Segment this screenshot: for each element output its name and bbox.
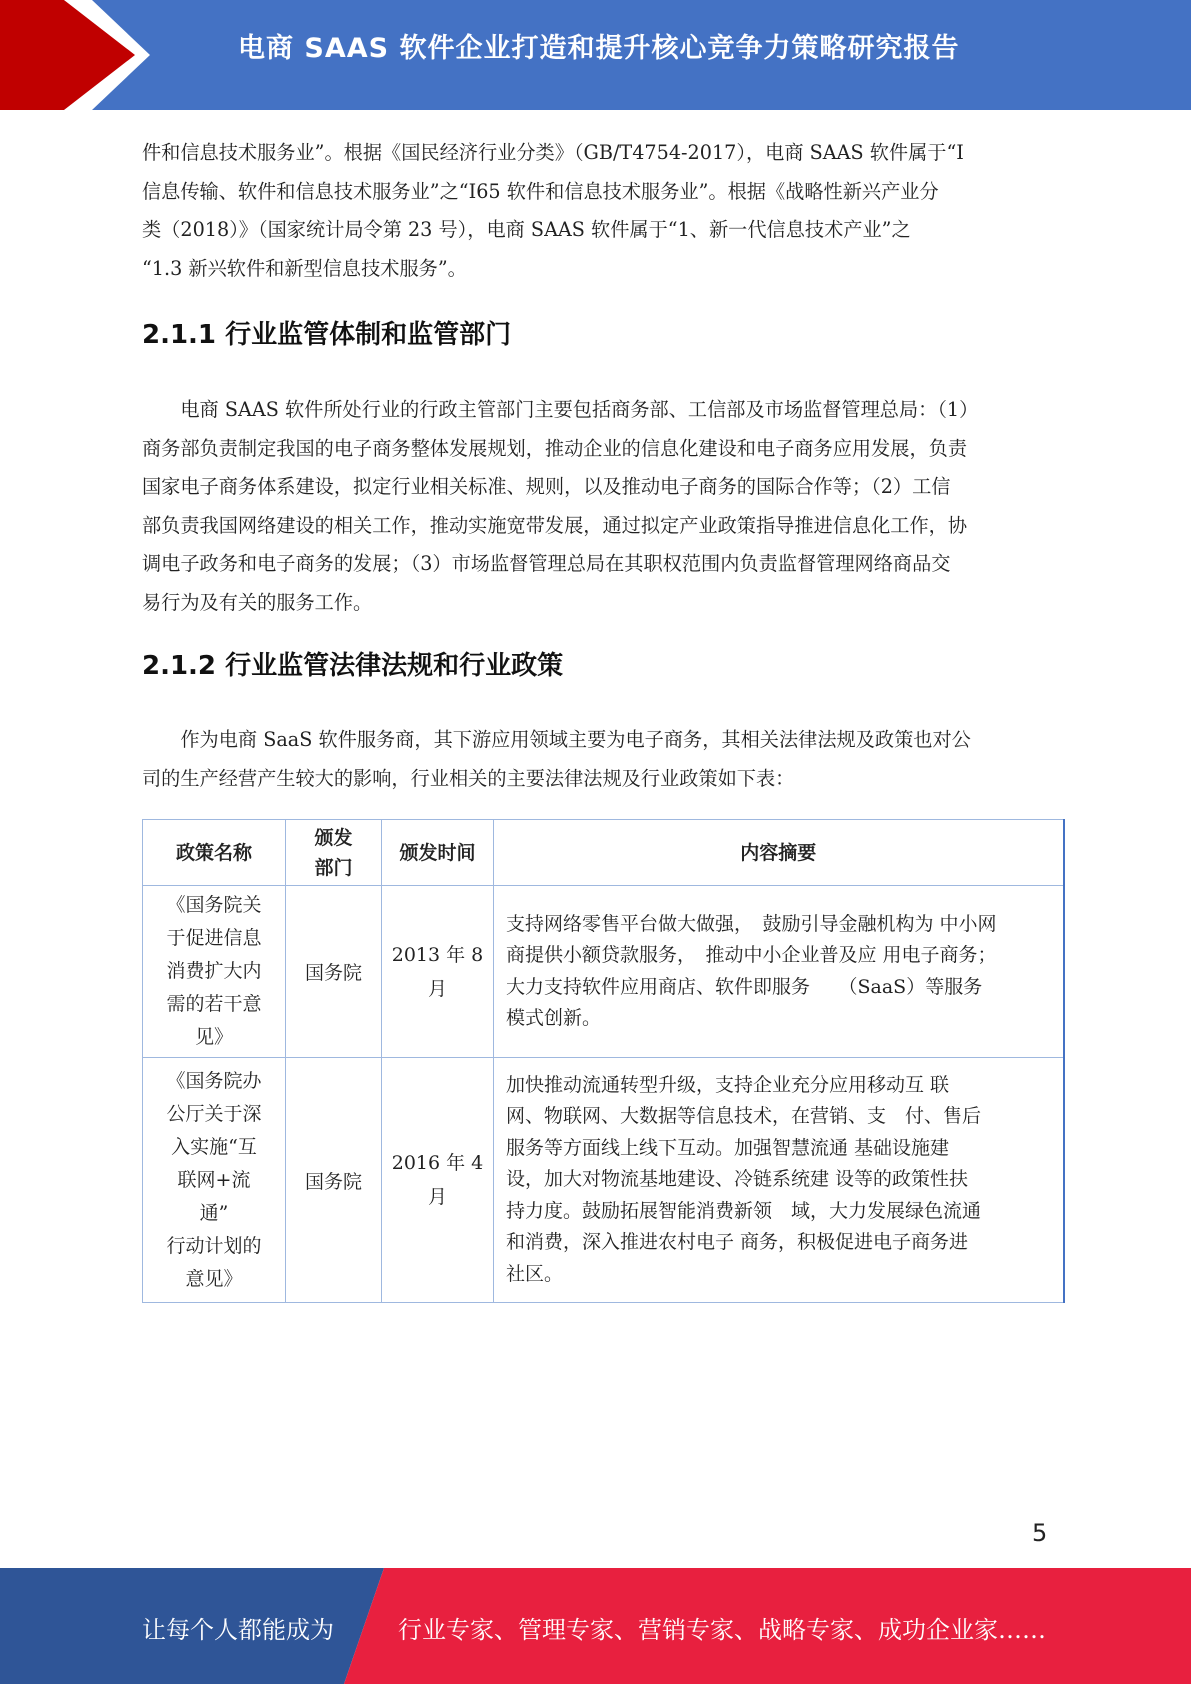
text-line: 部负责我国网络建设的相关工作，推动实施宽带发展，通过拟定产业政策指导推进信息化工作，协: [142, 513, 968, 537]
header-line: 部门: [314, 856, 353, 879]
section-1-paragraph: [142, 391, 1047, 622]
cell-policy-name: [143, 886, 286, 1058]
cell-line: 通”: [199, 1201, 229, 1224]
cell-line: 需的若干意: [166, 993, 262, 1015]
column-header-date: 颁发时间: [382, 820, 494, 886]
cell-line: 持力度。鼓励拓展智能消费新领 域，大力发展绿色流通: [506, 1199, 982, 1222]
text-line: 电商 SAAS 软件所处行业的行政主管部门主要包括商务部、工信部及市场监督管理总局：（1）: [142, 398, 979, 421]
cell-line: 2013 年 8: [391, 943, 484, 966]
cell-line: 联网+流: [177, 1168, 251, 1191]
cell-line: 《国务院关: [166, 894, 262, 916]
cell-line: 月: [427, 977, 447, 1000]
text-line: 司的生产经营产生较大的影响，行业相关的主要法律法规及行业政策如下表：: [142, 766, 795, 790]
section-heading-2-1-1: 2.1.1 行业监管体制和监管部门: [142, 320, 512, 350]
column-header-department: [286, 820, 382, 886]
cell-line: 服务等方面线上线下互动。加强智慧流通 基础设施建: [506, 1136, 950, 1159]
cell-line: 商提供小额贷款服务， 推动中小企业普及应 用电子商务；: [506, 944, 997, 966]
text-line: 作为电商 SaaS 软件服务商，其下游应用领域主要为电子商务，其相关法律法规及政策也对公: [142, 728, 971, 751]
page-header: [0, 0, 1191, 110]
cell-line: 支持网络零售平台做大做强， 鼓励引导金融机构为 中小网: [506, 912, 997, 935]
section-2-paragraph: [142, 721, 1047, 798]
cell-line: 和消费，深入推进农村电子 商务，积极促进电子商务进: [506, 1231, 969, 1254]
footer-slogan-right: 行业专家、管理专家、营销专家、战略专家、成功企业家……: [398, 1616, 1046, 1644]
text-line: “1.3 新兴软件和新型信息技术服务”。: [142, 256, 467, 280]
cell-line: 意见》: [185, 1267, 243, 1290]
table-row: [143, 886, 1064, 1058]
column-header-policy-name: 政策名称: [143, 820, 286, 886]
intro-paragraph: [142, 134, 1047, 288]
cell-line: 《国务院办: [166, 1069, 262, 1092]
cell-date: [382, 1058, 494, 1303]
header-line: 颁发: [314, 826, 353, 849]
cell-department: 国务院: [286, 1058, 382, 1303]
text-line: 调电子政务和电子商务的发展；（3）市场监督管理总局在其职权范围内负责监督管理网络商品交: [142, 552, 951, 575]
cell-line: 入实施“互: [171, 1135, 257, 1158]
cell-line: 设，加大对物流基地建设、冷链系统建 设等的政策性扶: [506, 1168, 969, 1191]
cell-line: 网、物联网、大数据等信息技术，在营销、支 付、售后: [506, 1105, 982, 1128]
text-line: 信息传输、软件和信息技术服务业”之“I65 软件和信息技术服务业”。根据《战略性新兴产业分: [142, 179, 939, 203]
section-heading-2-1-2: 2.1.2 行业监管法律法规和行业政策: [142, 651, 564, 681]
cell-line: 社区。: [506, 1262, 564, 1285]
text-line: 件和信息技术服务业”。根据《国民经济行业分类》（GB/T4754-2017），电商 SAAS 软件属于“I: [142, 141, 964, 164]
cell-line: 2016 年 4: [391, 1152, 484, 1174]
cell-line: 大力支持软件应用商店、软件即服务 （SaaS）等服务: [506, 975, 983, 998]
header-title: 电商 SAAS 软件企业打造和提升核心竞争力策略研究报告: [238, 33, 960, 64]
cell-line: 加快推动流通转型升级，支持企业充分应用移动互 联: [506, 1073, 950, 1096]
text-line: 类（2018）》（国家统计局令第 23 号），电商 SAAS 软件属于“1、新一代信息技术产业”之: [142, 218, 911, 241]
cell-department: 国务院: [286, 886, 382, 1058]
cell-date: [382, 886, 494, 1058]
text-line: 易行为及有关的服务工作。: [142, 590, 373, 614]
cell-policy-name: [143, 1058, 286, 1303]
table-row: [143, 1058, 1064, 1303]
cell-summary: [494, 886, 1064, 1058]
cell-line: 行动计划的: [166, 1234, 262, 1257]
policy-table: [142, 819, 1065, 1303]
cell-summary: [494, 1058, 1064, 1303]
cell-line: 模式创新。: [506, 1007, 602, 1029]
page-number: 5: [1032, 1519, 1048, 1547]
cell-line: 于促进信息: [166, 927, 262, 949]
page-footer: [0, 1568, 1191, 1684]
table-header-row: [143, 820, 1064, 886]
text-line: 国家电子商务体系建设，拟定行业相关标准、规则，以及推动电子商务的国际合作等；（2）工信: [142, 475, 951, 498]
cell-line: 公厅关于深: [166, 1102, 262, 1125]
cell-line: 月: [427, 1186, 447, 1208]
footer-slogan-left: 让每个人都能成为: [142, 1616, 334, 1644]
text-line: 商务部负责制定我国的电子商务整体发展规划，推动企业的信息化建设和电子商务应用发展，负责: [142, 436, 968, 460]
cell-line: 消费扩大内: [166, 960, 262, 982]
column-header-summary: 内容摘要: [494, 820, 1064, 886]
header-red-arrow: [0, 0, 148, 110]
cell-line: 见》: [194, 1026, 233, 1048]
